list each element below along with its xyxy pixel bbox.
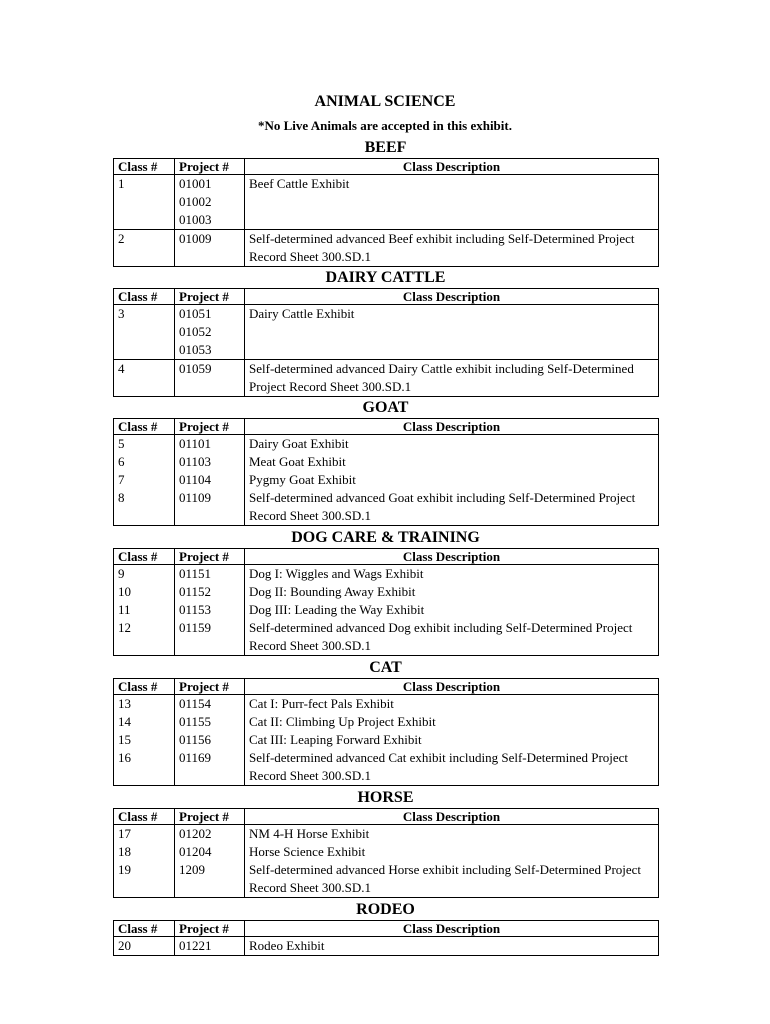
class-description: Cat I: Purr-fect Pals Exhibit — [245, 695, 659, 714]
class-description: Beef Cattle Exhibit — [245, 175, 659, 194]
table-row — [114, 341, 659, 360]
project-number: 01103 — [175, 453, 245, 471]
project-number: 01152 — [175, 583, 245, 601]
table-row — [114, 489, 659, 526]
description-header: Class Description — [245, 159, 659, 175]
class-table — [113, 808, 659, 898]
class-table — [113, 678, 659, 786]
project-number: 01051 — [175, 305, 245, 324]
description-header: Class Description — [245, 921, 659, 937]
section-goat — [113, 398, 658, 526]
class-description: Dairy Goat Exhibit — [245, 435, 659, 454]
project-number: 01153 — [175, 601, 245, 619]
description-header: Class Description — [245, 419, 659, 435]
table-row — [114, 937, 659, 956]
table-row — [114, 565, 659, 584]
table-row — [114, 471, 659, 489]
project-number: 01104 — [175, 471, 245, 489]
class-description: Self-determined advanced Horse exhibit including Self-Determined Project Record Sheet 300.SD.1 — [245, 861, 659, 898]
table-row — [114, 695, 659, 714]
class-header: Class # — [114, 159, 175, 175]
class-description: Self-determined advanced Dog exhibit including Self-Determined Project Record Sheet 300.SD.1 — [245, 619, 659, 656]
table-row — [114, 843, 659, 861]
project-header: Project # — [175, 289, 245, 305]
section-title: DOG CARE & TRAINING — [291, 529, 480, 546]
table-header-row — [114, 549, 659, 565]
class-description: Self-determined advanced Goat exhibit including Self-Determined Project Record Sheet 300.SD.1 — [245, 489, 659, 526]
table-row — [114, 323, 659, 341]
page-subtitle: *No Live Animals are accepted in this exhibit. — [258, 118, 512, 133]
section-horse — [113, 788, 658, 898]
project-number: 01059 — [175, 360, 245, 397]
class-description: Self-determined advanced Beef exhibit including Self-Determined Project Record Sheet 300.SD.1 — [245, 230, 659, 267]
table-row — [114, 193, 659, 211]
section-title: HORSE — [357, 789, 414, 806]
project-number: 01221 — [175, 937, 245, 956]
class-number: 10 — [114, 583, 175, 601]
project-number: 01154 — [175, 695, 245, 714]
table-header-row — [114, 809, 659, 825]
project-number: 01169 — [175, 749, 245, 786]
project-number: 01151 — [175, 565, 245, 584]
class-number: 17 — [114, 825, 175, 844]
class-header: Class # — [114, 679, 175, 695]
project-number: 01204 — [175, 843, 245, 861]
table-header-row — [114, 159, 659, 175]
class-table — [113, 548, 659, 656]
project-header: Project # — [175, 921, 245, 937]
project-number: 01156 — [175, 731, 245, 749]
class-description: Pygmy Goat Exhibit — [245, 471, 659, 489]
table-row — [114, 230, 659, 267]
description-header: Class Description — [245, 549, 659, 565]
section-rodeo — [113, 900, 658, 956]
class-header: Class # — [114, 289, 175, 305]
table-header-row — [114, 289, 659, 305]
class-description: Meat Goat Exhibit — [245, 453, 659, 471]
project-number: 01101 — [175, 435, 245, 454]
class-description: NM 4-H Horse Exhibit — [245, 825, 659, 844]
section-dairy-cattle — [113, 268, 658, 397]
project-number: 01202 — [175, 825, 245, 844]
description-header: Class Description — [245, 289, 659, 305]
section-title: RODEO — [356, 901, 415, 918]
table-header-row — [114, 679, 659, 695]
table-row — [114, 619, 659, 656]
table-row — [114, 175, 659, 194]
class-number: 14 — [114, 713, 175, 731]
table-row — [114, 305, 659, 324]
class-number: 6 — [114, 453, 175, 471]
description-header: Class Description — [245, 809, 659, 825]
class-description: Self-determined advanced Cat exhibit including Self-Determined Project Record Sheet 300.SD.1 — [245, 749, 659, 786]
section-title: BEEF — [364, 139, 407, 156]
table-row — [114, 360, 659, 397]
table-row — [114, 749, 659, 786]
table-row — [114, 713, 659, 731]
class-number: 19 — [114, 861, 175, 898]
section-dog-care-training — [113, 528, 658, 656]
class-number: 13 — [114, 695, 175, 714]
class-description: Rodeo Exhibit — [245, 937, 659, 956]
table-row — [114, 825, 659, 844]
class-description: Horse Science Exhibit — [245, 843, 659, 861]
project-number: 01159 — [175, 619, 245, 656]
project-number: 1209 — [175, 861, 245, 898]
project-number: 01002 — [175, 193, 245, 211]
project-number: 01053 — [175, 341, 245, 360]
table-header-row — [114, 419, 659, 435]
class-description: Dairy Cattle Exhibit — [245, 305, 659, 324]
class-number: 5 — [114, 435, 175, 454]
class-number: 4 — [114, 360, 175, 397]
project-header: Project # — [175, 679, 245, 695]
class-number: 12 — [114, 619, 175, 656]
class-number: 16 — [114, 749, 175, 786]
class-header: Class # — [114, 809, 175, 825]
class-table — [113, 920, 659, 956]
table-row — [114, 453, 659, 471]
page-title: ANIMAL SCIENCE — [314, 93, 456, 110]
class-number: 8 — [114, 489, 175, 526]
project-number: 01109 — [175, 489, 245, 526]
project-header: Project # — [175, 809, 245, 825]
class-description: Dog I: Wiggles and Wags Exhibit — [245, 565, 659, 584]
class-description: Cat III: Leaping Forward Exhibit — [245, 731, 659, 749]
class-description: Self-determined advanced Dairy Cattle exhibit including Self-Determined Project Record Sheet 300.SD.1 — [245, 360, 659, 397]
table-row — [114, 211, 659, 230]
class-table — [113, 158, 659, 267]
table-row — [114, 731, 659, 749]
section-title: GOAT — [362, 399, 409, 416]
section-cat — [113, 658, 658, 786]
table-row — [114, 435, 659, 454]
class-description: Cat II: Climbing Up Project Exhibit — [245, 713, 659, 731]
project-header: Project # — [175, 549, 245, 565]
section-beef — [113, 138, 658, 267]
table-header-row — [114, 921, 659, 937]
class-header: Class # — [114, 549, 175, 565]
project-header: Project # — [175, 419, 245, 435]
table-row — [114, 583, 659, 601]
project-number: 01155 — [175, 713, 245, 731]
class-description: Dog II: Bounding Away Exhibit — [245, 583, 659, 601]
project-header: Project # — [175, 159, 245, 175]
description-header: Class Description — [245, 679, 659, 695]
class-number: 20 — [114, 937, 175, 956]
class-table — [113, 418, 659, 526]
section-title: CAT — [369, 659, 402, 676]
class-number: 9 — [114, 565, 175, 584]
class-table — [113, 288, 659, 397]
project-number: 01003 — [175, 211, 245, 230]
class-number: 7 — [114, 471, 175, 489]
project-number: 01009 — [175, 230, 245, 267]
project-number: 01001 — [175, 175, 245, 194]
class-header: Class # — [114, 419, 175, 435]
class-header: Class # — [114, 921, 175, 937]
class-number: 15 — [114, 731, 175, 749]
class-number: 18 — [114, 843, 175, 861]
class-number: 3 — [114, 305, 175, 324]
table-row — [114, 601, 659, 619]
table-row — [114, 861, 659, 898]
section-title: DAIRY CATTLE — [325, 269, 446, 286]
project-number: 01052 — [175, 323, 245, 341]
class-number: 1 — [114, 175, 175, 194]
class-number: 2 — [114, 230, 175, 267]
class-description: Dog III: Leading the Way Exhibit — [245, 601, 659, 619]
class-number: 11 — [114, 601, 175, 619]
